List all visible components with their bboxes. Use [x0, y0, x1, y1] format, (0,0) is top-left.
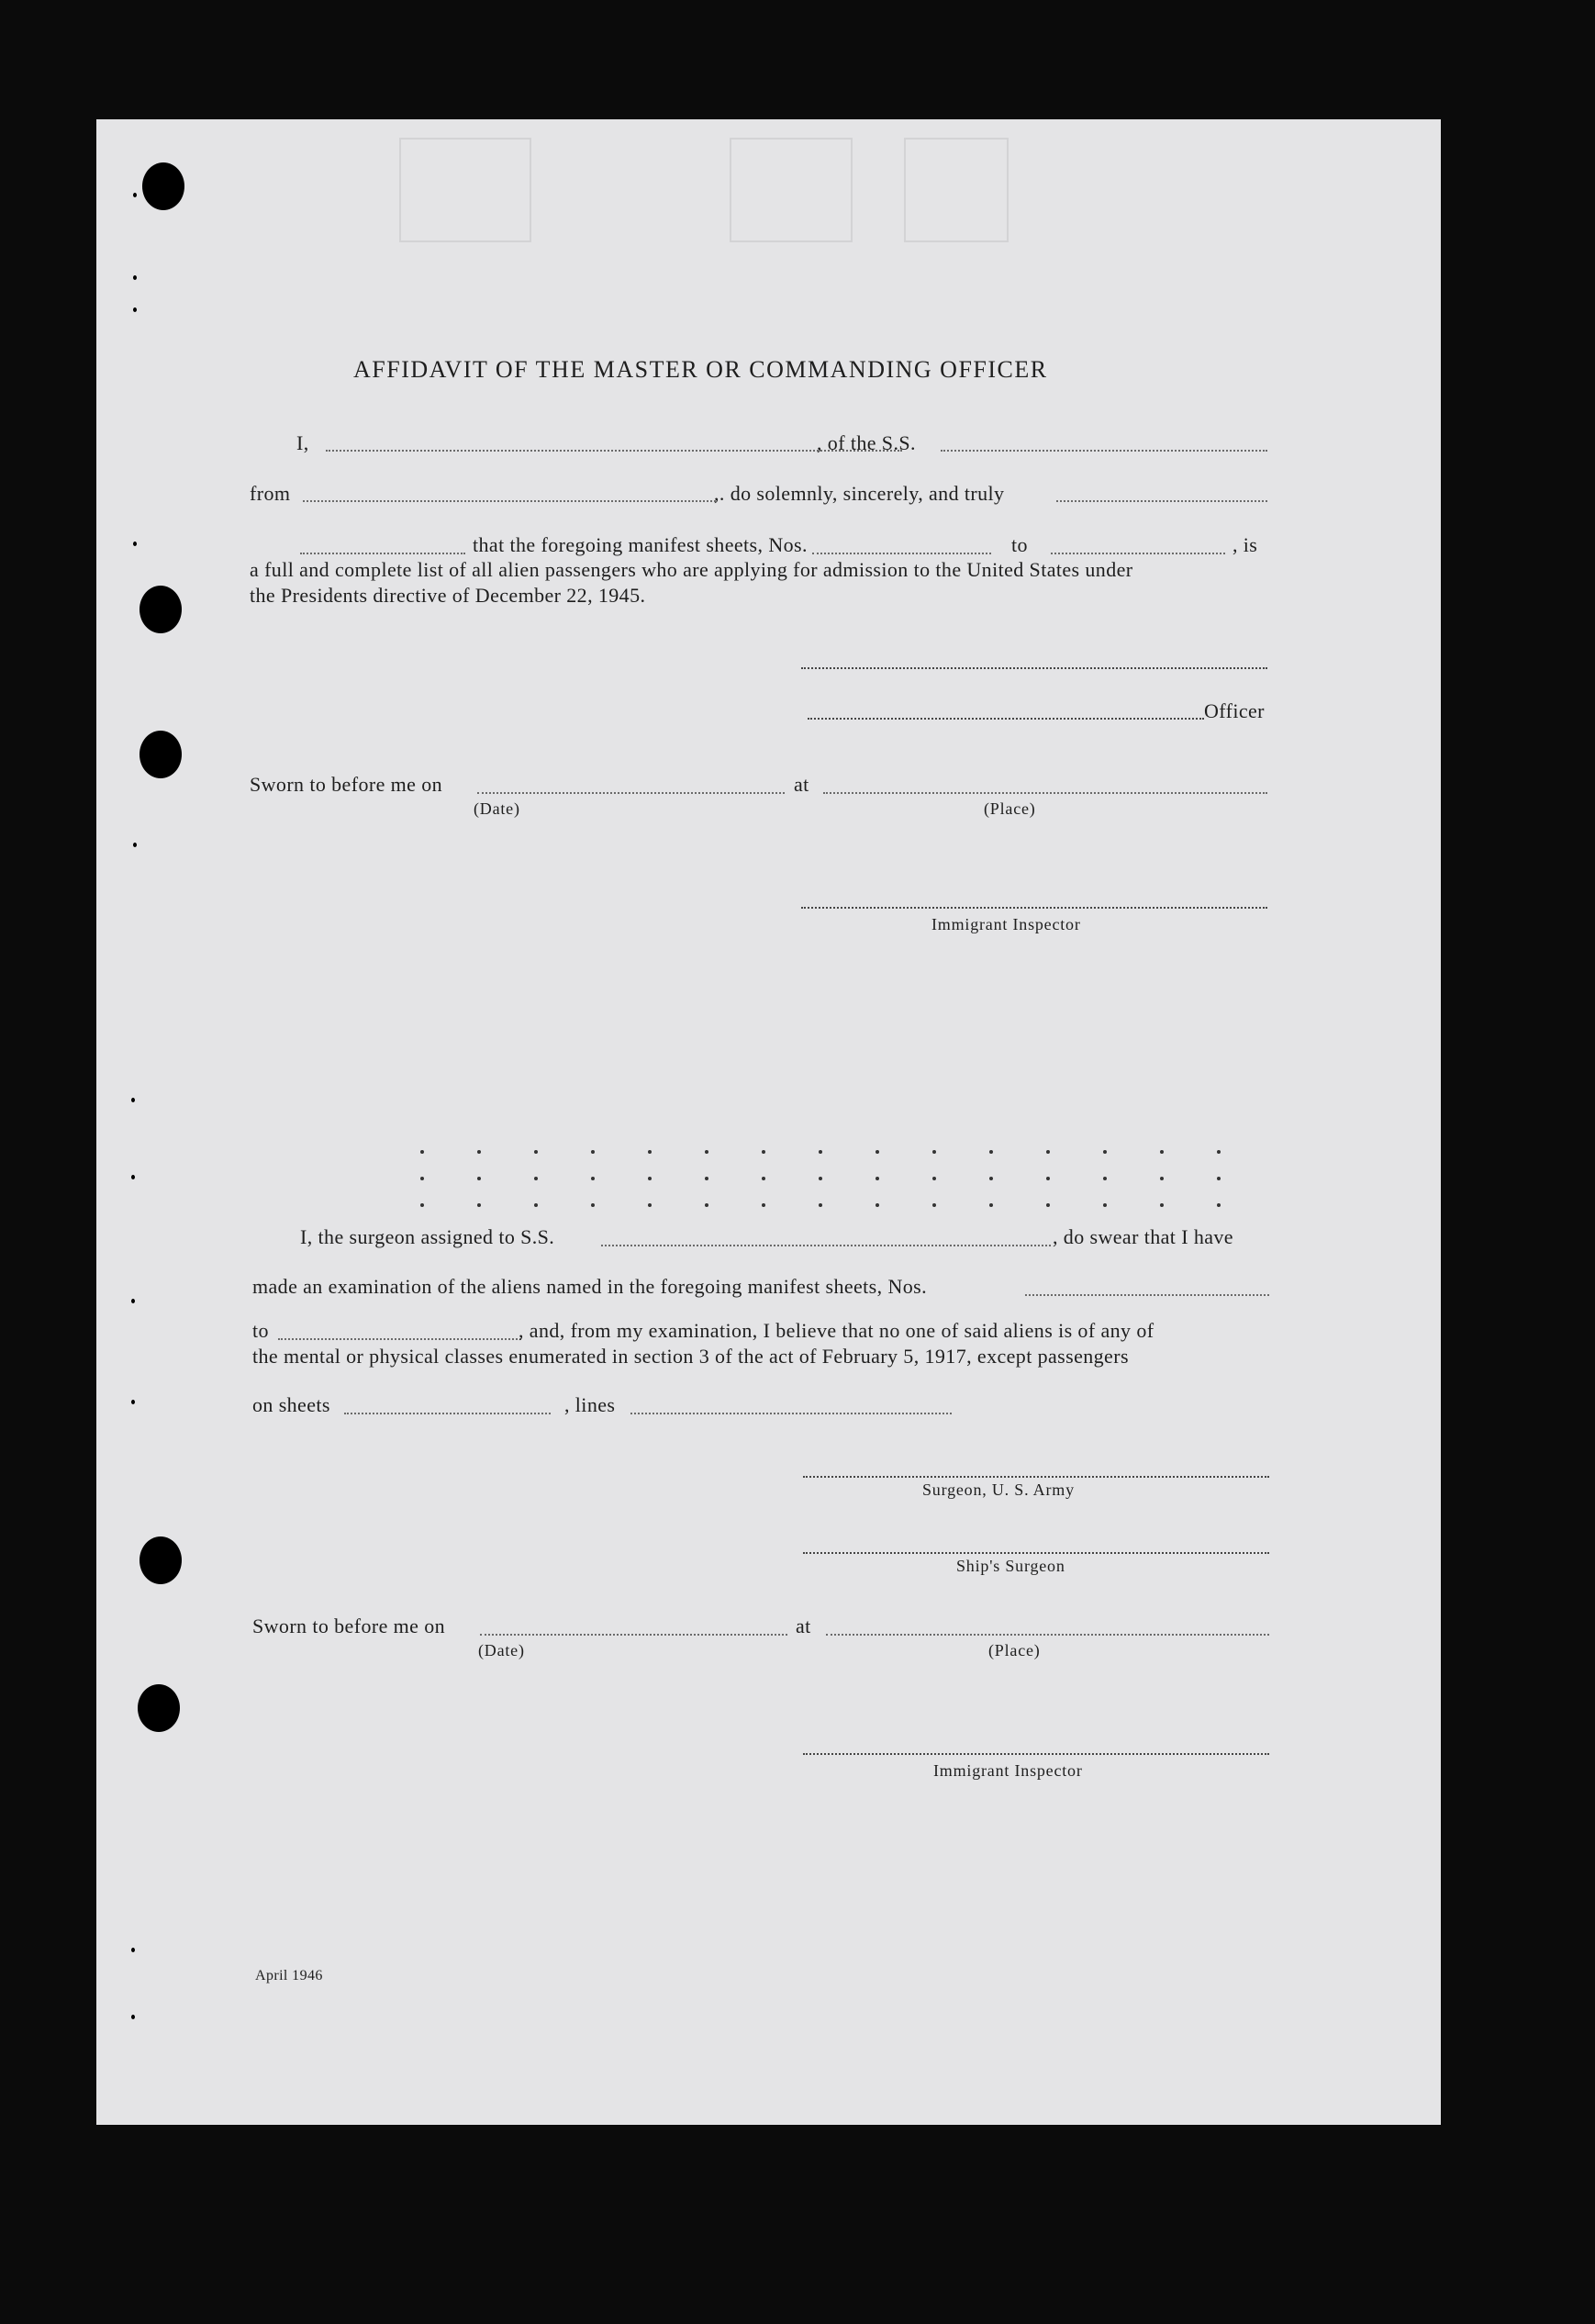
- master-sworn-date-field[interactable]: [477, 792, 785, 794]
- separator-dot: [1160, 1203, 1164, 1207]
- is-label: , is: [1232, 533, 1258, 556]
- punch-hole: [139, 1536, 182, 1584]
- form-revision-date: April 1946: [255, 1968, 323, 1983]
- master-sworn-label: Sworn to before me on: [250, 773, 443, 796]
- separator-dot: [1046, 1150, 1050, 1154]
- separator-dot: [1160, 1177, 1164, 1180]
- separator-dot: [932, 1150, 936, 1154]
- separator-dot: [1103, 1150, 1107, 1154]
- separator-dot: [705, 1177, 708, 1180]
- master-place-caption: (Place): [984, 799, 1036, 818]
- separator-dot: [705, 1203, 708, 1207]
- separator-dot: [420, 1203, 424, 1207]
- separator-dot: [1217, 1203, 1221, 1207]
- on-sheets-label: on sheets: [252, 1393, 330, 1416]
- form-title: AFFIDAVIT OF THE MASTER OR COMMANDING OFFICER: [353, 356, 1048, 383]
- separator-dot: [1217, 1150, 1221, 1154]
- surgeon-sworn-date-field[interactable]: [480, 1634, 787, 1636]
- master-inspector-caption: Immigrant Inspector: [931, 915, 1081, 933]
- separator-dot: [1103, 1177, 1107, 1180]
- separator-dot: [762, 1150, 765, 1154]
- surgeon-date-caption: (Date): [478, 1641, 525, 1659]
- surgeon-to-label: to: [252, 1319, 269, 1342]
- separator-dot: [989, 1150, 993, 1154]
- master-statement-line: a full and complete list of all alien passengers who are applying for admission to the United States under: [250, 558, 1133, 581]
- classes-text: the mental or physical classes enumerated in section 3 of the act of February 5, 1917, except passengers: [252, 1345, 1129, 1368]
- separator-dot: [762, 1203, 765, 1207]
- surgeon-ship-field[interactable]: [601, 1245, 1051, 1246]
- ship-name-field[interactable]: [941, 450, 1267, 452]
- bleed-through-box: [730, 138, 853, 242]
- separator-dot: [1160, 1150, 1164, 1154]
- master-signature-line[interactable]: [801, 667, 1267, 669]
- separator-dot: [591, 1150, 595, 1154]
- scan-speck: [131, 1400, 135, 1404]
- from-port-field[interactable]: [303, 500, 716, 502]
- examination-result-text: , and, from my examination, I believe that no one of said aliens is of any of: [519, 1319, 1154, 1342]
- ship-surgeon-signature-line[interactable]: [803, 1552, 1269, 1554]
- separator-dot: [989, 1177, 993, 1180]
- separator-dot: [420, 1150, 424, 1154]
- separator-dot: [591, 1203, 595, 1207]
- army-surgeon-caption: Surgeon, U. S. Army: [922, 1480, 1075, 1499]
- punch-hole: [138, 1684, 180, 1732]
- bleed-through-box: [904, 138, 1009, 242]
- scan-speck: [131, 1175, 135, 1179]
- separator-dot: [477, 1177, 481, 1180]
- separator-dot: [819, 1150, 822, 1154]
- officer-label: Officer: [1204, 699, 1265, 722]
- separator-dot: [762, 1177, 765, 1180]
- separator-dot: [534, 1150, 538, 1154]
- directive-line: the Presidents directive of December 22, 1945.: [250, 584, 646, 607]
- separator-dot: [819, 1177, 822, 1180]
- separator-dot: [534, 1177, 538, 1180]
- ship-surgeon-caption: Ship's Surgeon: [956, 1557, 1065, 1575]
- sheets-to-label: to: [1011, 533, 1028, 556]
- except-sheets-field[interactable]: [344, 1413, 551, 1414]
- surgeon-intro: I, the surgeon assigned to S.S.: [300, 1225, 555, 1248]
- scan-speck: [133, 542, 137, 546]
- separator-dot: [1217, 1177, 1221, 1180]
- separator-dot: [876, 1177, 879, 1180]
- separator-dot: [1103, 1203, 1107, 1207]
- scan-speck: [131, 1098, 135, 1102]
- separator-dot: [1046, 1177, 1050, 1180]
- separator-dot: [477, 1150, 481, 1154]
- separator-dot: [819, 1203, 822, 1207]
- master-sworn-place-field[interactable]: [823, 792, 1267, 794]
- punch-hole: [139, 586, 182, 633]
- except-lines-field[interactable]: [630, 1413, 952, 1414]
- bleed-through-box: [399, 138, 531, 242]
- scan-speck: [131, 2015, 135, 2019]
- separator-dot: [932, 1203, 936, 1207]
- separator-dot: [705, 1150, 708, 1154]
- punch-hole: [142, 162, 184, 210]
- surgeon-inspector-signature-line[interactable]: [803, 1753, 1269, 1755]
- surgeon-sheets-from-field[interactable]: [1025, 1294, 1269, 1296]
- scan-speck: [133, 843, 137, 847]
- oath-word-field-2[interactable]: [300, 553, 465, 554]
- master-name-field[interactable]: [326, 450, 902, 452]
- surgeon-sworn-place-field[interactable]: [826, 1634, 1269, 1636]
- from-label: from: [250, 482, 291, 505]
- separator-dot: [932, 1177, 936, 1180]
- separator-dot: [534, 1203, 538, 1207]
- separator-dot: [591, 1177, 595, 1180]
- scan-speck: [133, 275, 137, 280]
- separator-dot: [989, 1203, 993, 1207]
- sheets-from-field[interactable]: [812, 553, 991, 554]
- separator-dot: [648, 1203, 652, 1207]
- sheets-to-field[interactable]: [1051, 553, 1225, 554]
- of-ss-label: , of the S.S.: [817, 431, 916, 454]
- punch-hole: [139, 731, 182, 778]
- examination-text: made an examination of the aliens named in the foregoing manifest sheets, Nos.: [252, 1275, 927, 1298]
- surgeon-sheets-to-field[interactable]: [278, 1338, 521, 1340]
- separator-dot: [477, 1203, 481, 1207]
- surgeon-place-caption: (Place): [988, 1641, 1041, 1659]
- separator-dot: [420, 1177, 424, 1180]
- separator-dot: [876, 1150, 879, 1154]
- scan-speck: [133, 307, 137, 312]
- surgeon-sworn-label: Sworn to before me on: [252, 1615, 446, 1637]
- swear-text: , do swear that I have: [1053, 1225, 1233, 1248]
- master-date-caption: (Date): [474, 799, 520, 818]
- army-surgeon-signature-line[interactable]: [803, 1476, 1269, 1478]
- surgeon-at-label: at: [796, 1615, 811, 1637]
- master-at-label: at: [794, 773, 809, 796]
- lines-label: , lines: [564, 1393, 616, 1416]
- master-i-label: I,: [296, 431, 309, 454]
- separator-dot: [648, 1150, 652, 1154]
- surgeon-inspector-caption: Immigrant Inspector: [933, 1761, 1083, 1780]
- separator-dot: [1046, 1203, 1050, 1207]
- foregoing-sheets-text: that the foregoing manifest sheets, Nos.: [473, 533, 808, 556]
- scan-speck: [133, 193, 137, 197]
- scan-speck: [131, 1299, 135, 1303]
- separator-dot: [648, 1177, 652, 1180]
- oath-word-field[interactable]: [1056, 500, 1267, 502]
- scan-speck: [131, 1948, 135, 1952]
- master-inspector-signature-line[interactable]: [801, 907, 1267, 909]
- form-sheet: [96, 119, 1441, 2125]
- separator-dot: [876, 1203, 879, 1207]
- solemnly-text: ,. do solemnly, sincerely, and truly: [714, 482, 1005, 505]
- officer-signature-line[interactable]: [808, 718, 1204, 720]
